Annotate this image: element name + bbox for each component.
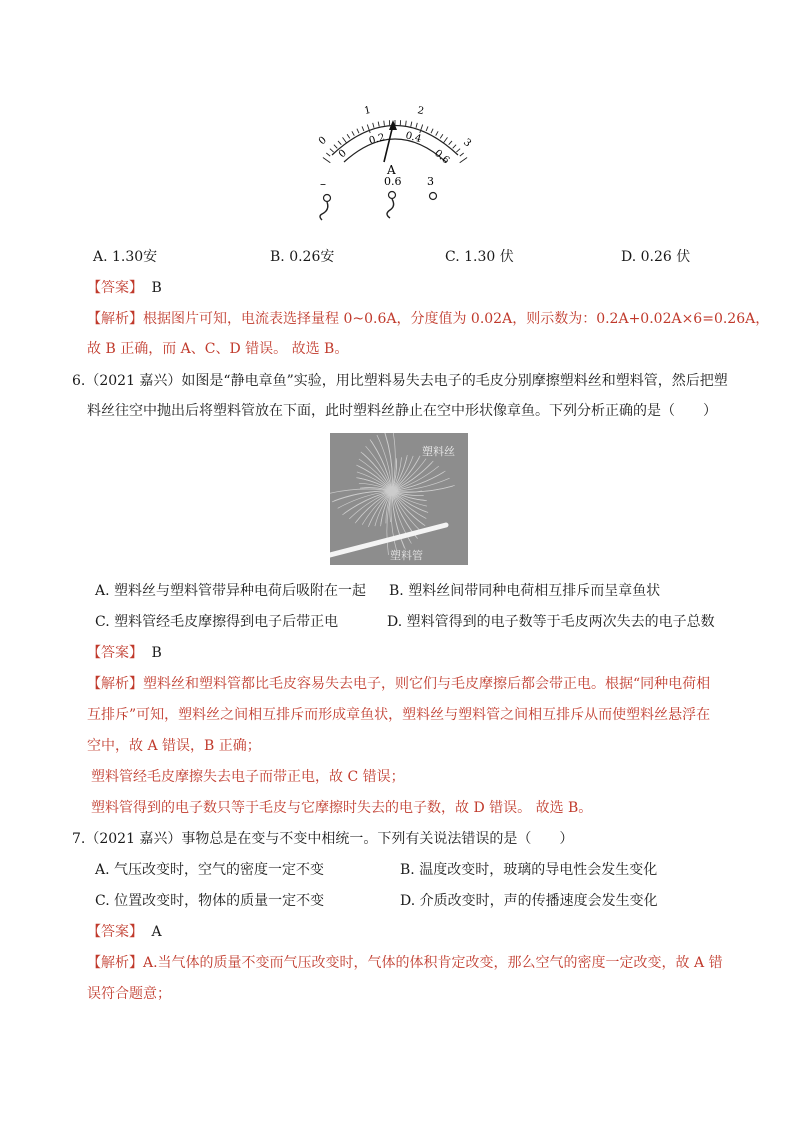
meter-tick <box>378 122 379 127</box>
static-octopus-photo <box>330 433 468 565</box>
q7-option-c: C. 位置改变时，物体的质量一定不变 <box>95 893 325 909</box>
q7-analysis-tag: 【解析】 <box>87 955 143 971</box>
meter-tick <box>460 153 464 156</box>
meter-tick <box>431 129 433 134</box>
meter-tick <box>449 141 452 145</box>
q6-analysis-line-5: 塑料管得到的电子数只等于毛皮与它摩擦时失去的电子数，故 D 错误。 故选 B。 <box>91 800 593 816</box>
q6-answer-value: B <box>151 645 162 661</box>
q6-analysis-line-2: 互排斥”可知，塑料丝之间相互排斥而形成章鱼状，塑料丝与塑料管之间相互排斥从而使塑料丝悬浮在 <box>87 707 711 723</box>
meter-tick <box>373 123 374 128</box>
wire-mid <box>387 199 394 218</box>
meter-tick <box>426 126 428 131</box>
meter-top-1: 1 <box>363 104 372 117</box>
q7-option-b: B. 温度改变时，玻璃的导电性会发生变化 <box>400 862 658 878</box>
meter-tick <box>436 131 438 135</box>
meter-tick <box>347 134 350 138</box>
meter-tick <box>343 137 347 143</box>
ammeter-figure <box>310 98 480 230</box>
q7-answer-tag: 【答案】 <box>87 924 143 940</box>
q5-option-b: B. 0.26安 <box>270 249 335 265</box>
meter-tick <box>440 134 443 138</box>
q5-answer-value: B <box>151 280 162 296</box>
meter-tick <box>334 145 337 149</box>
meter-bottom-04: 0.4 <box>404 130 423 146</box>
q6-answer-tag: 【答案】 <box>87 645 143 661</box>
q6-option-c: C. 塑料管经毛皮摩擦得到电子后带正电 <box>95 614 339 630</box>
meter-tick <box>357 129 359 134</box>
photo-label-filament: 塑料丝 <box>422 445 455 458</box>
meter-unit: A <box>387 163 396 177</box>
meter-tick <box>416 123 417 128</box>
meter-tick <box>384 121 385 126</box>
q6-stem-line-2: 料丝往空中抛出后将塑料管放在下面，此时塑料丝静止在空中形状像章鱼。下列分析正确的是（ ） <box>87 403 717 419</box>
meter-top-0: 0 <box>316 134 329 148</box>
q5-option-d: D. 0.26 伏 <box>621 249 691 265</box>
meter-tick <box>323 158 330 163</box>
terminal-mid-label: 0.6 <box>384 175 402 188</box>
meter-top-3: 3 <box>461 136 474 150</box>
q5-analysis-text-1: 根据图片可知，电流表选择量程 0~0.6A，分度值为 0.02A，则示数为：0.2A+0.02A×6=0.26A， <box>143 311 770 327</box>
q5-option-a: A. 1.30安 <box>93 249 158 265</box>
q7-option-d: D. 介质改变时，声的传播速度会发生变化 <box>400 893 658 909</box>
photo-label-tube: 塑料管 <box>390 549 423 562</box>
q7-answer <box>87 922 162 942</box>
meter-tick <box>420 125 423 134</box>
meter-tick <box>456 149 460 152</box>
q6-option-b: B. 塑料丝间带同种电荷相互排斥而呈章鱼状 <box>389 583 661 599</box>
q6-answer <box>87 643 162 663</box>
octopus-filaments <box>330 433 468 565</box>
terminal-right-label: 3 <box>427 175 434 188</box>
q6-analysis-tag: 【解析】 <box>87 676 143 692</box>
q7-analysis-line-2: 误符合题意； <box>87 986 171 1002</box>
meter-tick <box>367 125 370 134</box>
terminal-minus-label: – <box>320 177 326 191</box>
wire-left <box>320 202 328 220</box>
q5-answer-tag: 【答案】 <box>87 280 143 296</box>
terminal-minus <box>324 195 331 202</box>
meter-pointer <box>384 125 393 162</box>
q5-analysis-tag: 【解析】 <box>87 311 143 327</box>
meter-top-2: 2 <box>416 105 425 118</box>
meter-tick <box>352 131 354 135</box>
q6-option-a: A. 塑料丝与塑料管带异种电荷后吸附在一起 <box>95 583 367 599</box>
meter-bottom-02: 0.2 <box>367 132 387 147</box>
meter-tick <box>406 121 407 126</box>
meter-tick <box>330 149 334 152</box>
meter-tick <box>443 137 447 143</box>
terminal-mid <box>389 192 396 199</box>
meter-tick <box>362 126 364 131</box>
q7-option-a: A. 气压改变时，空气的密度一定不变 <box>95 862 325 878</box>
q7-analysis-line-1 <box>87 953 723 973</box>
q6-stem-line-1: 6.（2021 嘉兴）如图是“静电章鱼”实验，用比塑料易失去电子的毛皮分别摩擦塑料丝和塑料管，然后把塑 <box>72 373 728 389</box>
q7-stem: 7.（2021 嘉兴）事物总是在变与不变中相统一。下列有关说法错误的是（ ） <box>72 831 574 847</box>
q7-analysis-text-1: A.当气体的质量不变而气压改变时，气体的体积肯定改变，那么空气的密度一定改变，故 A 错 <box>143 955 723 971</box>
terminal-right <box>430 193 437 200</box>
q5-analysis-line-2: 故 B 正确，而 A、C、D 错误。 故选 B。 <box>87 341 349 357</box>
q7-answer-value: A <box>151 924 162 940</box>
q6-analysis-line-1 <box>87 674 710 694</box>
meter-tick <box>326 153 330 156</box>
q5-answer <box>87 278 162 298</box>
q5-analysis-line-1 <box>87 309 769 329</box>
meter-tick <box>338 141 341 145</box>
q6-analysis-line-3: 空中，故 A 错误，B 正确； <box>87 738 261 754</box>
q5-option-c: C. 1.30 伏 <box>445 249 514 265</box>
meter-bottom-0: 0 <box>336 147 349 161</box>
meter-tick <box>411 122 412 127</box>
meter-tick <box>460 158 467 163</box>
q6-analysis-line-4: 塑料管经毛皮摩擦失去电子而带正电，故 C 错误； <box>91 769 405 785</box>
q6-option-d: D. 塑料管得到的电子数等于毛皮两次失去的电子总数 <box>387 614 715 630</box>
q6-analysis-text-1: 塑料丝和塑料管都比毛皮容易失去电子，则它们与毛皮摩擦后都会带正电。根据“同种电荷相 <box>143 676 711 692</box>
meter-bottom-06: 0.6 <box>432 147 452 167</box>
meter-tick <box>453 145 456 149</box>
